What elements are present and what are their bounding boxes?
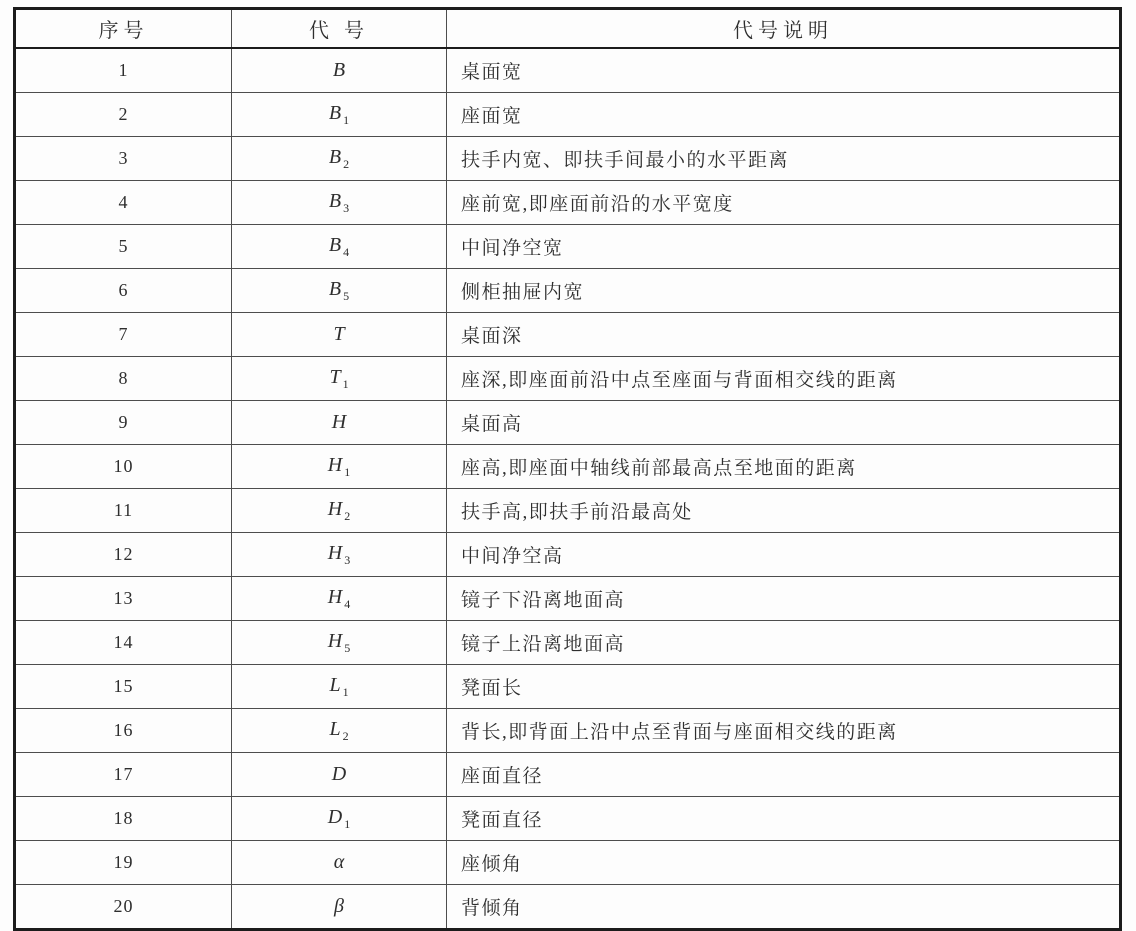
- code-subscript: 1: [344, 464, 351, 479]
- code-symbol: B: [332, 59, 346, 81]
- code-cell: [232, 709, 447, 753]
- header-code: 代 号: [232, 9, 447, 49]
- code-subscript: 4: [344, 596, 351, 611]
- code-description-cell: 背长,即背面上沿中点至背面与座面相交线的距离: [447, 709, 1121, 753]
- code-subscript: 1: [343, 112, 350, 127]
- code-cell: [232, 93, 447, 137]
- code-description-cell: 镜子下沿离地面高: [447, 577, 1121, 621]
- table-row: [15, 577, 1121, 621]
- code-description-cell: 中间净空高: [447, 533, 1121, 577]
- code-cell: [232, 489, 447, 533]
- table-row: [15, 533, 1121, 577]
- table-row: [15, 709, 1121, 753]
- code-description-cell: 背倾角: [447, 885, 1121, 930]
- code-symbol: H: [327, 629, 343, 652]
- table-row: [15, 753, 1121, 797]
- code-cell: [232, 48, 447, 93]
- code-description-cell: 座深,即座面前沿中点至座面与背面相交线的距离: [447, 357, 1121, 401]
- serial-number-cell: 8: [15, 357, 232, 401]
- table-row: [15, 885, 1121, 930]
- code-cell: [232, 621, 447, 665]
- code-description-cell: 座倾角: [447, 841, 1121, 885]
- code-description-cell: 中间净空宽: [447, 225, 1121, 269]
- code-cell: [232, 841, 447, 885]
- serial-number-cell: 20: [15, 885, 232, 930]
- code-subscript: 5: [343, 288, 350, 303]
- table-row: [15, 797, 1121, 841]
- code-subscript: 2: [342, 728, 349, 743]
- table-row: [15, 48, 1121, 93]
- table-body: [15, 48, 1121, 930]
- header-code-description: 代号说明: [447, 9, 1121, 49]
- table-row: [15, 181, 1121, 225]
- serial-number-cell: 2: [15, 93, 232, 137]
- header-row: [15, 9, 1121, 49]
- code-cell: [232, 313, 447, 357]
- code-description-cell: 侧柜抽屉内宽: [447, 269, 1121, 313]
- code-cell: [232, 533, 447, 577]
- code-description-cell: 桌面高: [447, 401, 1121, 445]
- serial-number-cell: 17: [15, 753, 232, 797]
- code-cell: [232, 753, 447, 797]
- code-symbol: β: [334, 895, 344, 917]
- code-cell: [232, 269, 447, 313]
- code-cell: [232, 577, 447, 621]
- code-symbol: L: [329, 717, 341, 740]
- table-row: [15, 401, 1121, 445]
- code-symbol: H: [327, 453, 343, 476]
- code-subscript: 4: [343, 244, 350, 259]
- code-symbol: H: [327, 585, 343, 608]
- code-cell: [232, 181, 447, 225]
- table-row: [15, 137, 1121, 181]
- code-description-cell: 扶手内宽、即扶手间最小的水平距离: [447, 137, 1121, 181]
- serial-number-cell: 13: [15, 577, 232, 621]
- code-subscript: 2: [344, 508, 351, 523]
- code-cell: [232, 445, 447, 489]
- serial-number-cell: 9: [15, 401, 232, 445]
- code-symbol: T: [333, 323, 345, 345]
- serial-number-cell: 14: [15, 621, 232, 665]
- code-description-cell: 座面直径: [447, 753, 1121, 797]
- code-cell: [232, 885, 447, 930]
- table-row: [15, 313, 1121, 357]
- table-row: [15, 357, 1121, 401]
- code-subscript: 5: [344, 640, 351, 655]
- header-serial-number: 序号: [15, 9, 232, 49]
- code-subscript: 1: [342, 376, 349, 391]
- code-cell: [232, 137, 447, 181]
- code-description-cell: 桌面深: [447, 313, 1121, 357]
- code-cell: [232, 797, 447, 841]
- table-row: [15, 225, 1121, 269]
- code-description-cell: 凳面长: [447, 665, 1121, 709]
- table-row: [15, 445, 1121, 489]
- code-symbol: H: [327, 497, 343, 520]
- serial-number-cell: 11: [15, 489, 232, 533]
- serial-number-cell: 7: [15, 313, 232, 357]
- code-description-cell: 扶手高,即扶手前沿最高处: [447, 489, 1121, 533]
- serial-number-cell: 4: [15, 181, 232, 225]
- table-row: [15, 93, 1121, 137]
- serial-number-cell: 19: [15, 841, 232, 885]
- serial-number-cell: 3: [15, 137, 232, 181]
- code-symbol: D: [327, 805, 343, 828]
- table-row: [15, 621, 1121, 665]
- code-subscript: 3: [343, 200, 350, 215]
- code-description-cell: 桌面宽: [447, 48, 1121, 93]
- code-subscript: 2: [343, 156, 350, 171]
- code-symbol: B: [328, 277, 342, 300]
- table-row: [15, 489, 1121, 533]
- code-symbol: D: [331, 763, 347, 785]
- code-description-cell: 座前宽,即座面前沿的水平宽度: [447, 181, 1121, 225]
- serial-number-cell: 15: [15, 665, 232, 709]
- code-cell: [232, 357, 447, 401]
- code-symbol: T: [329, 365, 341, 388]
- code-description-cell: 凳面直径: [447, 797, 1121, 841]
- code-description-cell: 镜子上沿离地面高: [447, 621, 1121, 665]
- code-symbol: H: [327, 541, 343, 564]
- code-subscript: 3: [344, 552, 351, 567]
- code-description-cell: 座高,即座面中轴线前部最高点至地面的距离: [447, 445, 1121, 489]
- code-cell: [232, 225, 447, 269]
- code-symbol: B: [328, 233, 342, 256]
- code-cell: [232, 401, 447, 445]
- serial-number-cell: 12: [15, 533, 232, 577]
- table-row: [15, 665, 1121, 709]
- serial-number-cell: 16: [15, 709, 232, 753]
- symbol-spec-table: [13, 7, 1122, 931]
- code-symbol: B: [328, 189, 342, 212]
- table-row: [15, 841, 1121, 885]
- code-subscript: 1: [344, 816, 351, 831]
- code-description-cell: 座面宽: [447, 93, 1121, 137]
- serial-number-cell: 10: [15, 445, 232, 489]
- code-symbol: B: [328, 101, 342, 124]
- code-symbol: H: [331, 411, 347, 433]
- table-row: [15, 269, 1121, 313]
- code-symbol: B: [328, 145, 342, 168]
- serial-number-cell: 6: [15, 269, 232, 313]
- code-symbol: L: [329, 673, 341, 696]
- serial-number-cell: 5: [15, 225, 232, 269]
- code-subscript: 1: [342, 684, 349, 699]
- code-symbol: α: [333, 851, 345, 873]
- serial-number-cell: 1: [15, 48, 232, 93]
- serial-number-cell: 18: [15, 797, 232, 841]
- code-cell: [232, 665, 447, 709]
